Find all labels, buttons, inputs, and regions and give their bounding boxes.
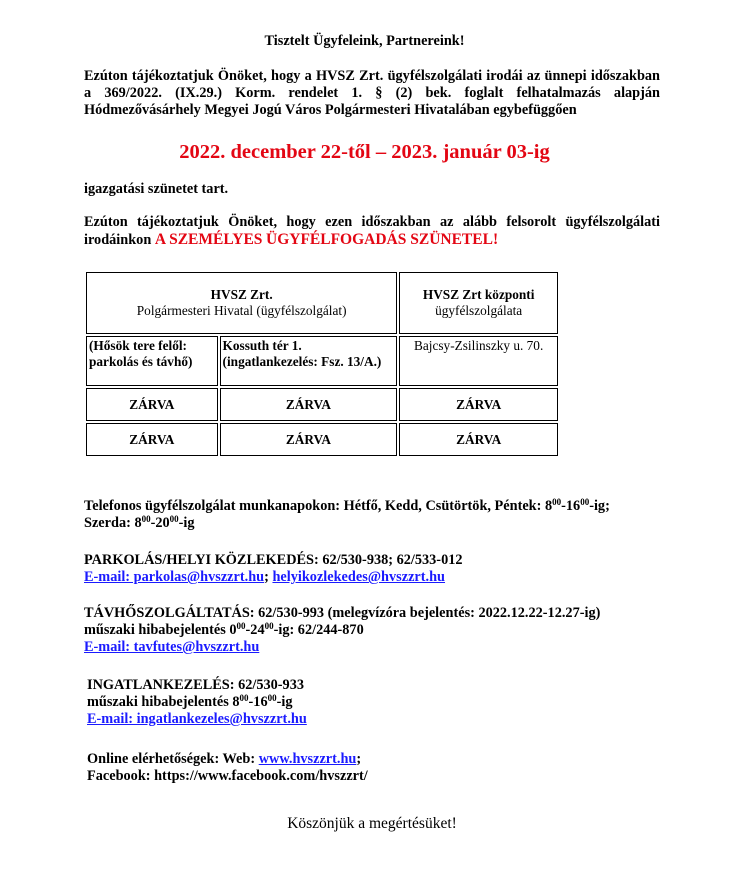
facebook-line: Facebook: https://www.facebook.com/hvszzrt/ — [87, 768, 368, 784]
heating-email-link[interactable]: E-mail: tavfutes@hvszzrt.hu — [84, 639, 260, 655]
location2-line1: Kossuth tér 1. — [222, 338, 302, 353]
wednesday-label: Szerda: — [84, 515, 131, 531]
header1-line2: Polgármesteri Hivatal (ügyfélszolgálat) — [136, 303, 347, 318]
thanks-message: Köszönjük a megértésüket! — [287, 815, 457, 832]
property-title: INGATLANKEZELÉS: 62/530-933 — [87, 677, 305, 693]
header2-line2: ügyfélszolgálata — [435, 303, 523, 318]
notice-paragraph — [84, 214, 660, 249]
property-repair-line: műszaki hibabejelentés $8^{00}-16^{00}-ig$ — [87, 693, 293, 710]
web-label: Online elérhetőségek: Web: — [87, 751, 256, 767]
location2-line2: (ingatlankezelés: Fsz. 13/A.) — [222, 354, 382, 369]
closed-cell: ZÁRVA — [86, 423, 218, 456]
property-email-link[interactable]: E-mail: ingatlankezeles@hvszzrt.hu — [87, 711, 307, 727]
closed-cell: ZÁRVA — [399, 423, 558, 456]
table-header-central-office — [399, 272, 558, 334]
heating-contact-block — [84, 605, 600, 656]
phone-hours-line-1: Telefonos ügyfélszolgálat munkanapokon: Hétfő, Kedd, Csütörtök, Péntek: $8^{00}-16^{00}-ig$; — [84, 497, 610, 514]
notice-highlight-1: A SZEMÉLYES — [154, 231, 263, 248]
heating-repair-line: műszaki hibabejelentés $0^{00}-24^{00}-ig$: 62/244-870 — [84, 621, 364, 638]
closed-cell: ZÁRVA — [220, 423, 398, 456]
parking-contact-block: PARKOLÁS/HELYI KÖZLEKEDÉS: 62/530-938; 62/533-012 E-mail: parkolas@hvszzrt.hu; helyikozlekedes@hvszzrt.hu — [84, 552, 463, 585]
table-header-city-hall — [86, 272, 397, 334]
notice-text: Ezúton tájékoztatjuk Önöket, hogy ezen időszakban az alább felsorolt ügyfélszolgálati irodáinkon — [84, 214, 660, 248]
website-link[interactable]: www.hvszzrt.hu — [258, 751, 357, 767]
header2-line1: HVSZ Zrt központi — [422, 287, 535, 302]
closed-cell: ZÁRVA — [86, 388, 218, 421]
heating-title: TÁVHŐSZOLGÁLTATÁS: 62/530-993 (melegvízóra bejelentés: 2022.12.22-12.27-ig) — [84, 605, 601, 621]
notice-highlight-2: ÜGYFÉLFOGADÁS SZÜNETEL! — [266, 231, 499, 248]
location-kossuth-square — [220, 336, 398, 386]
phone-label: Telefonos ügyfélszolgálat munkanapokon: Hétfő, Kedd, Csütörtök, Péntek: — [84, 498, 542, 514]
property-contact-block — [87, 677, 307, 728]
header1-line1: HVSZ Zrt. — [210, 287, 273, 302]
phone-service-block — [84, 498, 664, 532]
closed-cell: ZÁRVA — [220, 388, 398, 421]
closure-date-range: 2022. december 22-től – 2023. január 03-ig — [179, 141, 550, 163]
office-table — [84, 270, 560, 458]
parking-email-link[interactable]: E-mail: parkolas@hvszzrt.hu — [84, 569, 265, 585]
greeting-heading: Tisztelt Ügyfeleink, Partnereink! — [264, 33, 465, 49]
closure-text: igazgatási szünetet tart. — [84, 181, 229, 197]
location-heroes-square: (Hősök tere felől: parkolás és távhő) — [86, 336, 218, 386]
intro-paragraph: Ezúton tájékoztatjuk Önöket, hogy a HVSZ Zrt. ügyfélszolgálati irodái az ünnepi időszakban a 369/2022. (IX.29.) Korm. rendelet 1. § (2) bek. foglalt felhatalmazás alapján Hódmezővásárhely Megyei Jogú Város Polgármesteri Hivatalában egybefüggően — [84, 68, 660, 118]
online-contacts-block: Online elérhetőségek: Web: www.hvszzrt.hu; Facebook: https://www.facebook.com/hvszzrt/ — [87, 751, 368, 784]
phone-hours-line-2: Szerda: $8^{00}-20^{00}-ig$ — [84, 514, 195, 531]
transport-email-link[interactable]: helyikozlekedes@hvszzrt.hu — [272, 569, 446, 585]
parking-title: PARKOLÁS/HELYI KÖZLEKEDÉS: 62/530-938; 62/533-012 — [84, 552, 463, 568]
closed-cell: ZÁRVA — [399, 388, 558, 421]
location-bajcsy-zsilinszky: Bajcsy-Zsilinszky u. 70. — [399, 336, 558, 386]
